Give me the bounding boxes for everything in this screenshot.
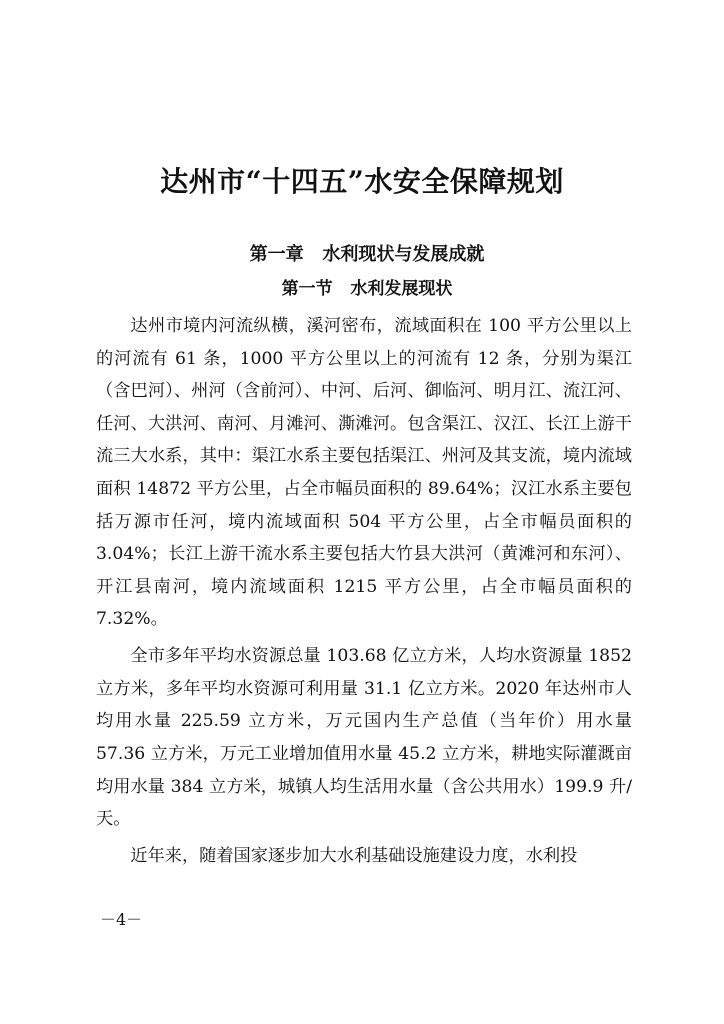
- chapter-heading: 第一章 水利现状与发展成就: [249, 244, 485, 265]
- paragraph-river-systems: 达州市境内河流纵横，溪河密布，流域面积在 100 平方公里以上的河流有 61 条，1000 平方公里以上的河流有 12 条，分别为渠江（含巴河）、州河（含前河）、中河、后河、御临河、明月江、流江河、任河、大洪河、南河、月滩河、澌滩河。包含渠江、汉江、长江上游干流三大水系，其中：渠江水系主要包括渠江、州河及其支流，境内流域面积 14872 平方公里，占全市幅员面积的 89.64%；汉江水系主要包括万源市任河，境内流域面积 504 平方公里，占全市幅员面积的 3.04%；长江上游干流水系主要包括大竹县大洪河（黄滩河和东河）、开江县南河，境内流域面积 1215 平方公里，占全市幅员面积的 7.32%。: [96, 316, 632, 630]
- section-heading: 第一节 水利发展现状: [281, 279, 453, 299]
- body-text: [96, 310, 632, 877]
- page-number: －4－: [100, 910, 143, 929]
- document-title: 达州市“十四五”水安全保障规划: [160, 165, 564, 198]
- paragraph-recent-years: 近年来，随着国家逐步加大水利基础设施建设力度，水利投: [130, 845, 578, 866]
- paragraph-water-resources: 全市多年平均水资源总量 103.68 亿立方米，人均水资源量 1852 立方米，多年平均水资源可利用量 31.1 亿立方米。2020 年达州市人均用水量 225.59 立方米，万元国内生产总值（当年价）用水量 57.36 立方米，万元工业增加值用水量 45.2 立方米，耕地实际灌溉亩均用水量 384 立方米，城镇人均生活用水量（含公共用水）199.9 升/天。: [96, 646, 632, 830]
